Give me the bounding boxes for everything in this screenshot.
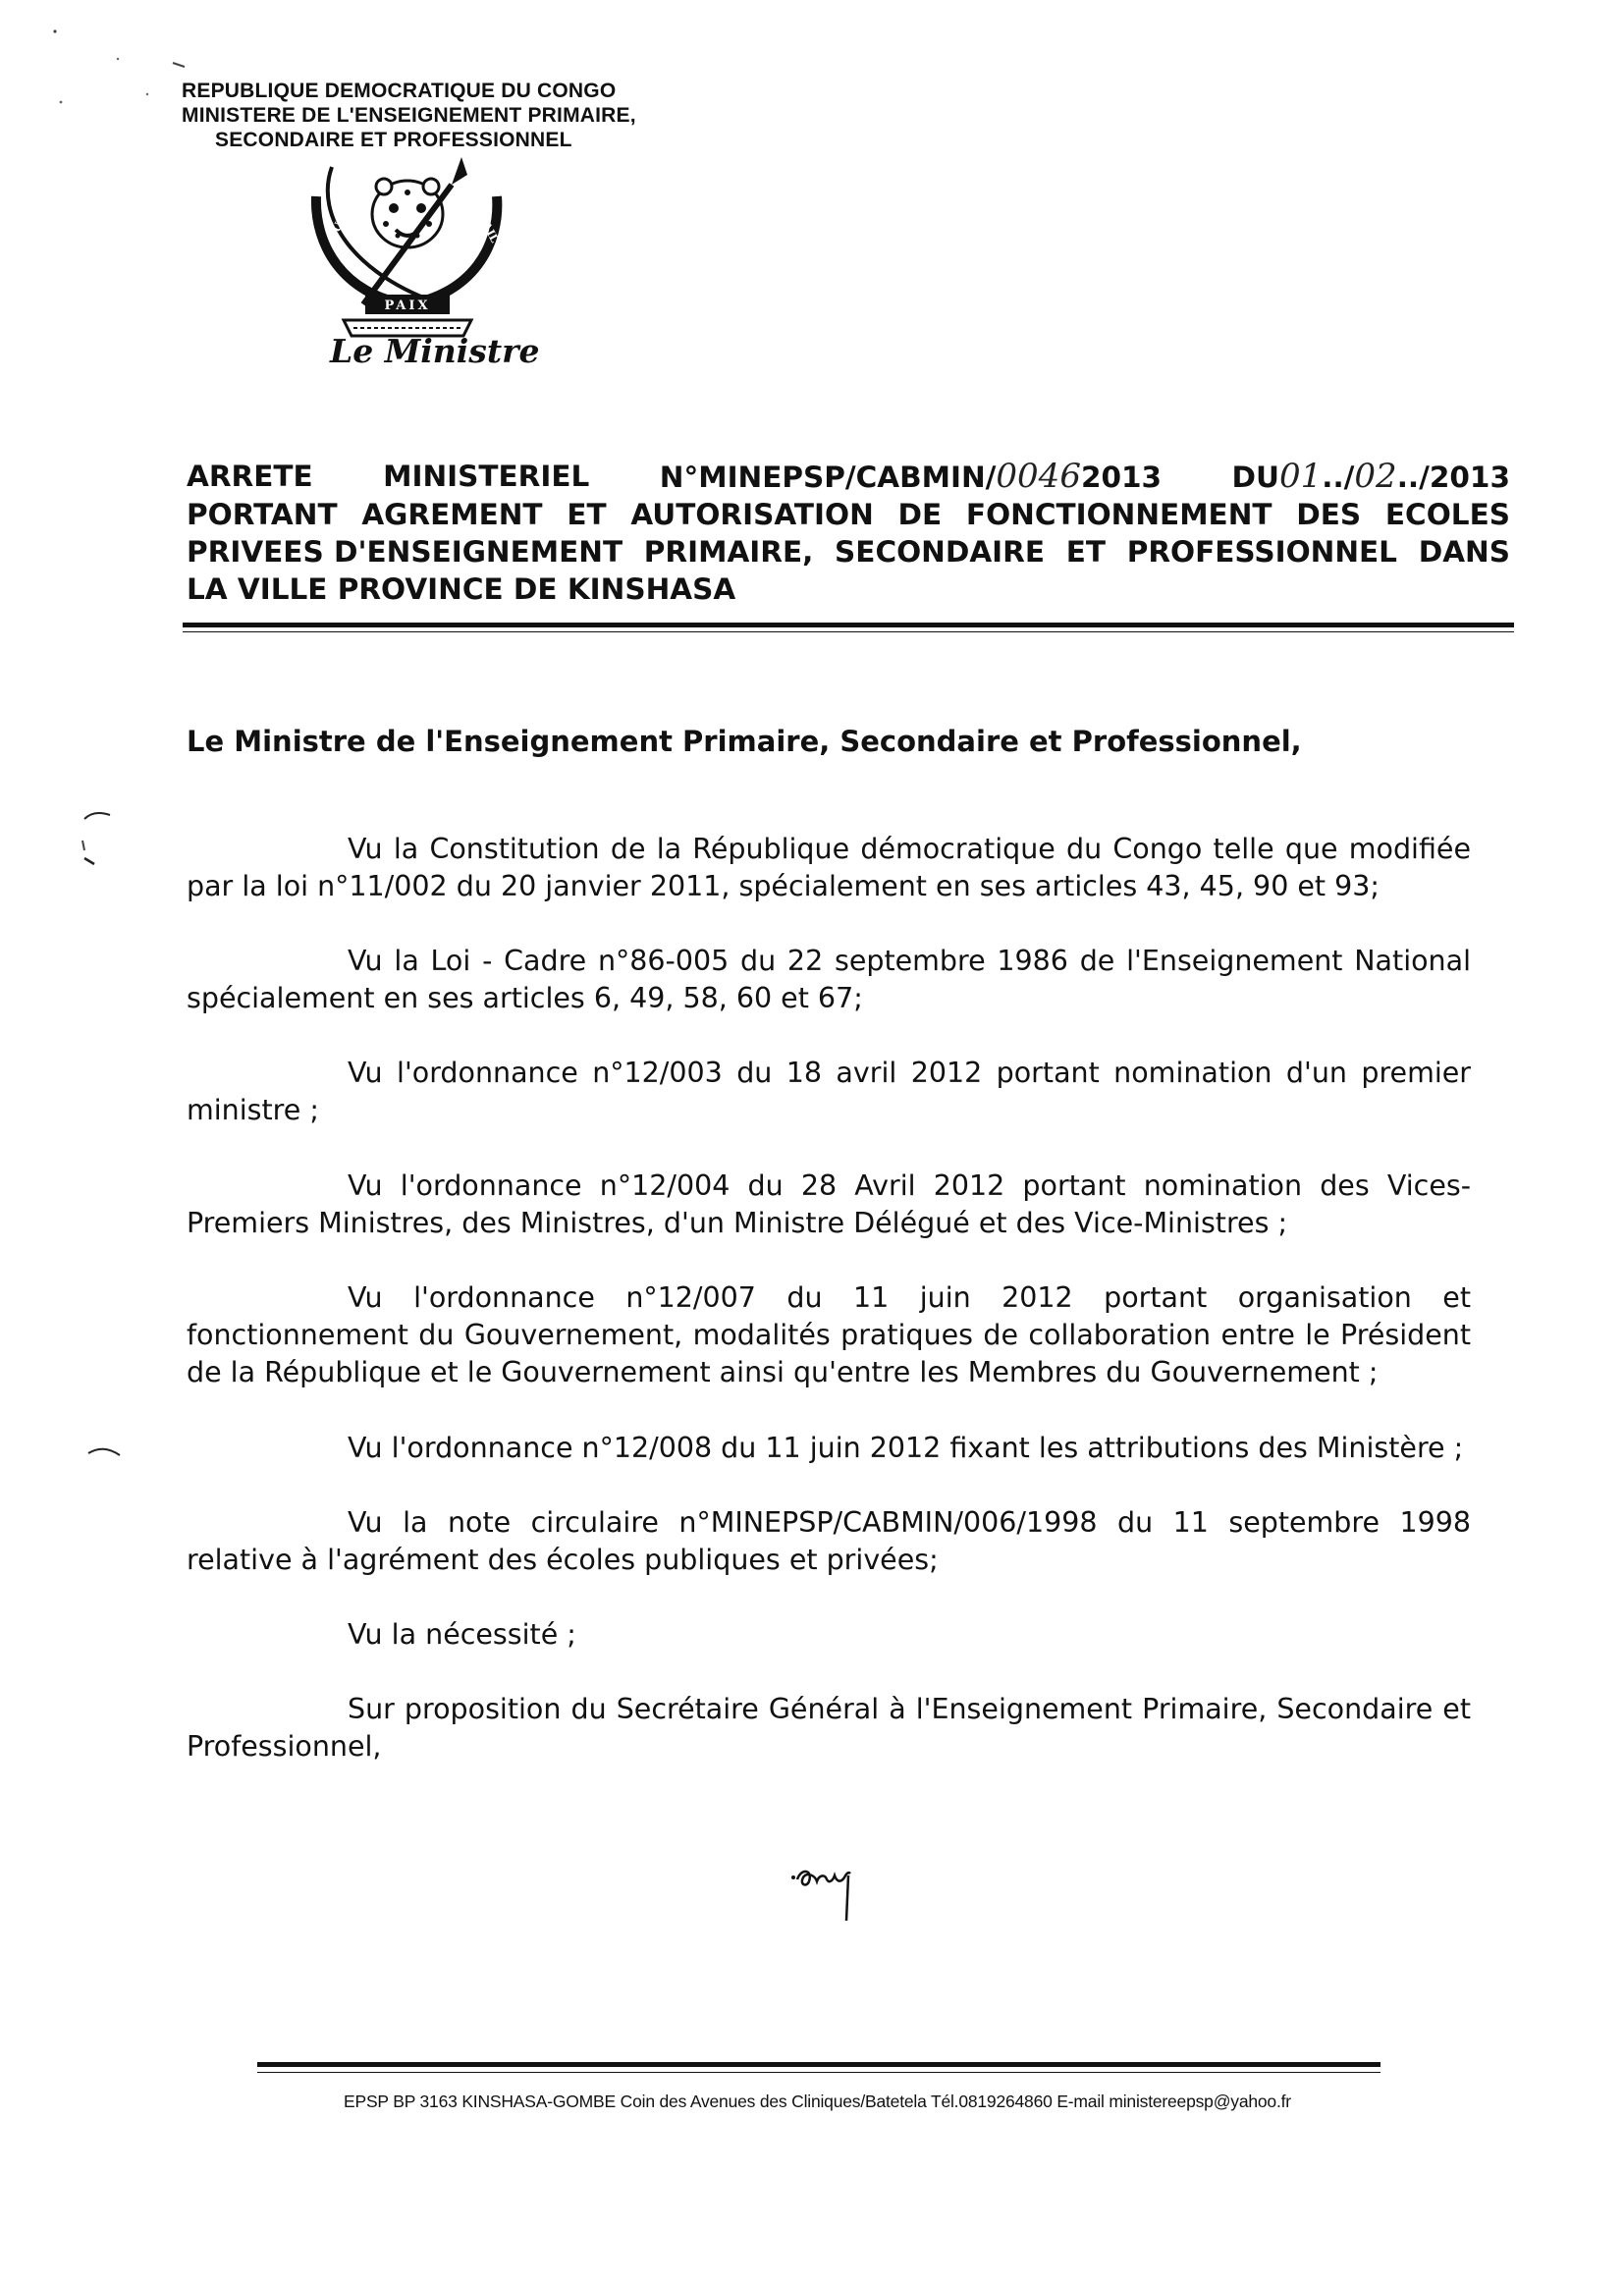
decree-date-prefix: DU	[1231, 461, 1279, 494]
preamble-paragraph: Vu la Constitution de la République démocratique du Congo telle que modifiée par la loi n°11/002 du 20 janvier 2011, spécialement en ses articles 43, 45, 90 et 93;	[187, 833, 1471, 902]
decree-word: DANS	[1418, 535, 1510, 569]
decree-line-1	[187, 458, 1510, 496]
preamble-heading: Le Ministre de l'Enseignement Primaire, Secondaire et Professionnel,	[187, 725, 1302, 758]
decree-date	[1232, 458, 1510, 496]
footer-divider	[257, 2062, 1380, 2067]
letterhead-line-ministry-cont: SECONDAIRE ET PROFESSIONNEL	[215, 129, 572, 151]
decree-month-handwritten: 02	[1354, 457, 1397, 496]
title-divider	[183, 623, 1514, 627]
letterhead-line-ministry: MINISTERE DE L'ENSEIGNEMENT PRIMAIRE,	[182, 104, 636, 127]
decree-number-handwritten: 0046	[996, 457, 1081, 496]
letterhead	[182, 79, 636, 152]
decree-title	[187, 458, 1510, 608]
minister-title: Le Ministre	[330, 332, 540, 370]
decree-word: PRIVEES D'ENSEIGNEMENT	[187, 535, 623, 569]
decree-word: ARRETE	[187, 460, 313, 493]
decree-reference	[660, 458, 1162, 496]
preamble-paragraph: Vu l'ordonnance n°12/007 du 11 juin 2012 portant organisation et fonctionnement du Gouvernement, modalités pratiques de collaboration entre le Président de la République et le Gouvernement ainsi qu'entre les Membres du Gouvernement ;	[187, 1281, 1471, 1388]
decree-line-3	[187, 533, 1510, 570]
preamble-paragraph: Sur proposition du Secrétaire Général à l'Enseignement Primaire, Secondaire et Professionnel,	[187, 1693, 1471, 1763]
decree-word: ET	[567, 498, 607, 531]
preamble-paragraph: Vu la nécessité ;	[348, 1618, 576, 1651]
motto-justice: JUSTICE	[327, 187, 363, 240]
preamble-paragraph: Vu l'ordonnance n°12/008 du 11 juin 2012 fixant les attributions des Ministère ;	[348, 1432, 1464, 1464]
decree-date-year: ../2013	[1396, 461, 1510, 494]
coat-of-arms-icon	[295, 157, 520, 344]
decree-word: AGREMENT	[361, 498, 543, 531]
footer-address: EPSP BP 3163 KINSHASA-GOMBE Coin des Avenues des Cliniques/Batetela Tél.0819264860 E-mail ministereepsp@yahoo.fr	[344, 2092, 1291, 2111]
decree-word: MINISTERIEL	[383, 460, 590, 493]
decree-word: PRIMAIRE,	[643, 535, 814, 569]
decree-word: ET	[1065, 535, 1107, 569]
decree-word: SECONDAIRE	[835, 535, 1046, 569]
decree-word: ECOLES	[1384, 498, 1510, 531]
footer-divider-thin	[257, 2072, 1380, 2073]
decree-word: DE	[897, 498, 943, 531]
decree-word: PROFESSIONNEL	[1126, 535, 1397, 569]
letterhead-line-country: REPUBLIQUE DEMOCRATIQUE DU CONGO	[182, 80, 617, 102]
decree-year: 2013	[1080, 461, 1163, 494]
decree-word: PORTANT	[187, 498, 338, 531]
decree-line-2	[187, 496, 1510, 533]
decree-word: AUTORISATION	[630, 498, 874, 531]
motto-work: TRAVAIL	[464, 191, 502, 245]
motto-peace: PAIX	[384, 299, 431, 313]
decree-date-sep: ../	[1322, 461, 1355, 494]
decree-word: FONCTIONNEMENT	[965, 498, 1272, 531]
preamble-paragraph: Vu la Loi - Cadre n°86-005 du 22 septembre 1986 de l'Enseignement National spécialement en ses articles 6, 49, 58, 60 et 67;	[187, 945, 1471, 1014]
decree-word: DES	[1296, 498, 1362, 531]
decree-ref-prefix: N°MINEPSP/CABMIN/	[659, 461, 997, 494]
decree-line-4: LA VILLE PROVINCE DE KINSHASA	[187, 572, 736, 606]
scan-marks	[0, 0, 196, 1571]
preamble-paragraph: Vu l'ordonnance n°12/004 du 28 Avril 2012 portant nomination des Vices-Premiers Ministres, des Ministres, d'un Ministre Délégué et des Vice-Ministres ;	[187, 1169, 1471, 1239]
initials-signature	[785, 1856, 874, 1925]
title-divider-thin	[183, 631, 1514, 632]
decree-day-handwritten: 01	[1278, 457, 1323, 496]
preamble-paragraph: Vu la note circulaire n°MINEPSP/CABMIN/006/1998 du 11 septembre 1998 relative à l'agrément des écoles publiques et privées;	[187, 1506, 1471, 1576]
preamble-paragraph: Vu l'ordonnance n°12/003 du 18 avril 2012 portant nomination d'un premier ministre ;	[187, 1057, 1471, 1126]
